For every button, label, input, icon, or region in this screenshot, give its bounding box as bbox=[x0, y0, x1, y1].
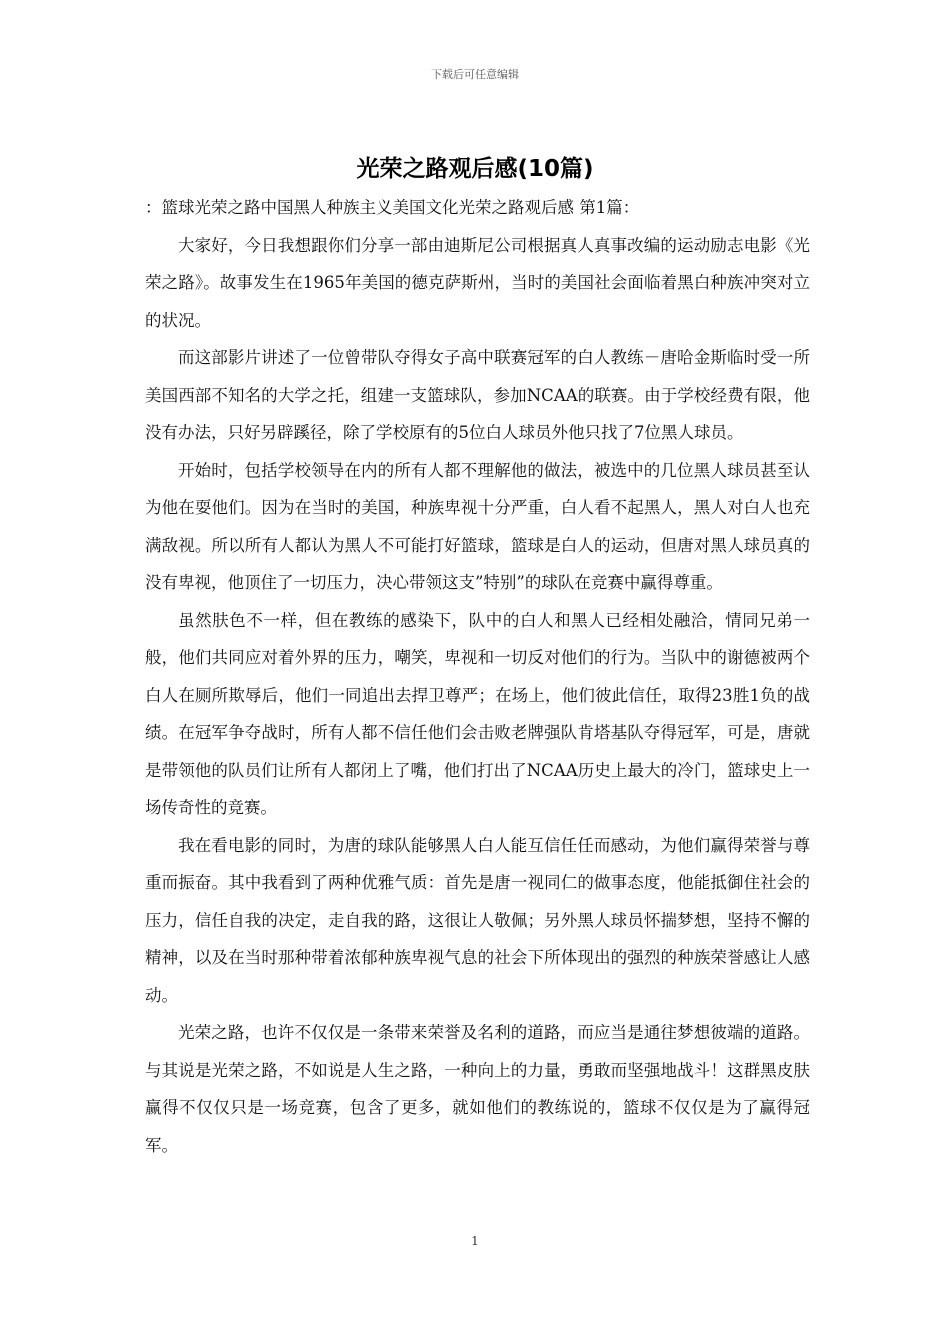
paragraph-2: 而这部影片讲述了一位曾带队夺得女子高中联赛冠军的白人教练－唐哈金斯临时受一所美国西部不知名的大学之托，组建一支篮球队，参加NCAA的联赛。由于学校经费有限，他没有办法，只好另辟蹊径，除了学校原有的5位白人球员外他只找了7位黑人球员。 bbox=[145, 348, 810, 442]
paragraph-5: 我在看电影的同时，为唐的球队能够黑人白人能互信任任而感动，为他们赢得荣誉与尊重而振奋。其中我看到了两种优雅气质：首先是唐一视同仁的做事态度，他能抵御住社会的压力，信任自我的决定，走自我的路，这很让人敬佩；另外黑人球员怀揣梦想，坚持不懈的精神，以及在当时那种带着浓郁种族卑视气息的社会下所体现出的强烈的种族荣誉感让人感动。 bbox=[145, 835, 810, 1005]
page-number: 1 bbox=[471, 1234, 479, 1248]
document-subtitle: ：篮球光荣之路中国黑人种族主义美国文化光荣之路观后感 第1篇： bbox=[145, 198, 640, 217]
document-title: 光荣之路观后感(10篇) bbox=[356, 156, 594, 182]
paragraph-4: 虽然肤色不一样，但在教练的感染下，队中的白人和黑人已经相处融洽，情同兄弟一般，他们共同应对着外界的压力，嘲笑，卑视和一切反对他们的行为。当队中的谢德被两个白人在厕所欺辱后，他们一同追出去捍卫尊严；在场上，他们彼此信任，取得23胜1负的战绩。在冠军争夺战时，所有人都不信任他们会击败老牌强队肯塔基队夺得冠军，可是，唐就是带领他的队员们让所有人都闭上了嘴，他们打出了NCAA历史上最大的冷门，篮球史上一场传奇性的竞赛。 bbox=[145, 610, 810, 817]
paragraph-1: 大家好，今日我想跟你们分享一部由迪斯尼公司根据真人真事改编的运动励志电影《光荣之路》。故事发生在1965年美国的德克萨斯州，当时的美国社会面临着黑白种族冲突对立的状况。 bbox=[145, 235, 810, 330]
document-body bbox=[145, 189, 810, 1164]
header-note: 下载后可任意编辑 bbox=[431, 68, 519, 81]
paragraph-3: 开始时，包括学校领导在内的所有人都不理解他的做法，被选中的几位黑人球员甚至认为他在耍他们。因为在当时的美国，种族卑视十分严重，白人看不起黑人，黑人对白人也充满敌视。所以所有人都认为黑人不可能打好篮球，篮球是白人的运动，但唐对黑人球员真的没有卑视，他顶住了一切压力，决心带领这支”特别”的球队在竞赛中赢得尊重。 bbox=[145, 460, 810, 592]
paragraph-6: 光荣之路，也许不仅仅是一条带来荣誉及名利的道路，而应当是通往梦想彼端的道路。与其说是光荣之路，不如说是人生之路，一种向上的力量，勇敢而坚强地战斗！这群黑皮肤赢得不仅仅只是一场竞赛，包含了更多，就如他们的教练说的，篮球不仅仅是为了赢得冠军。 bbox=[145, 1023, 810, 1155]
